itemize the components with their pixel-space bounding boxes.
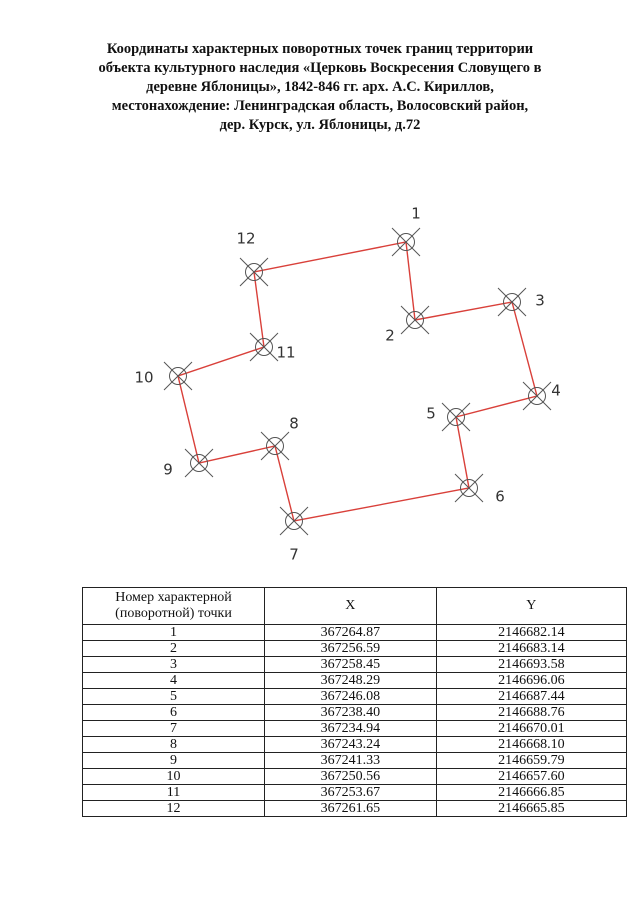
cell-x: 367253.67: [265, 785, 437, 801]
table-header-row: [83, 588, 627, 625]
cell-x: 367256.59: [265, 641, 437, 657]
cell-y: 2146693.58: [436, 657, 626, 673]
cell-point-number: 4: [83, 673, 265, 689]
point-marker: [164, 362, 192, 390]
point-label: 7: [289, 545, 299, 564]
cell-y: 2146657.60: [436, 769, 626, 785]
cell-point-number: 10: [83, 769, 265, 785]
cell-y: 2146696.06: [436, 673, 626, 689]
cell-point-number: 12: [83, 801, 265, 817]
table-row: [83, 657, 627, 673]
point-marker: [442, 403, 470, 431]
coordinates-table: [82, 587, 627, 817]
table-row: [83, 689, 627, 705]
cell-y: 2146665.85: [436, 801, 626, 817]
boundary-plan: [0, 190, 640, 570]
table-row: [83, 753, 627, 769]
cell-x: 367241.33: [265, 753, 437, 769]
header-x: X: [265, 588, 437, 625]
table-body: [83, 625, 627, 817]
cell-y: 2146683.14: [436, 641, 626, 657]
cell-point-number: 11: [83, 785, 265, 801]
point-marker: [401, 306, 429, 334]
table-row: [83, 641, 627, 657]
point-marker: [261, 432, 289, 460]
table-row: [83, 625, 627, 641]
point-label: 4: [551, 381, 561, 400]
table-row: [83, 721, 627, 737]
cell-point-number: 2: [83, 641, 265, 657]
title-line: дер. Курск, ул. Яблоницы, д.72: [219, 117, 421, 133]
point-label: 9: [163, 460, 173, 479]
point-label: 1: [411, 204, 421, 223]
cell-point-number: 3: [83, 657, 265, 673]
point-label: 11: [276, 343, 296, 362]
point-label: 3: [535, 291, 545, 310]
cell-y: 2146682.14: [436, 625, 626, 641]
table-row: [83, 705, 627, 721]
cell-y: 2146688.76: [436, 705, 626, 721]
cell-y: 2146668.10: [436, 737, 626, 753]
point-marker: [185, 449, 213, 477]
cell-y: 2146666.85: [436, 785, 626, 801]
cell-point-number: 1: [83, 625, 265, 641]
header-point-line2: (поворотной) точки: [115, 606, 232, 621]
table-row: [83, 785, 627, 801]
point-label: 2: [385, 326, 395, 345]
table-row: [83, 673, 627, 689]
cell-x: 367238.40: [265, 705, 437, 721]
cell-point-number: 8: [83, 737, 265, 753]
point-label: 6: [495, 487, 505, 506]
cell-y: 2146670.01: [436, 721, 626, 737]
cell-x: 367248.29: [265, 673, 437, 689]
boundary-polygon: [178, 242, 537, 521]
point-label: 5: [426, 404, 436, 423]
cell-x: 367258.45: [265, 657, 437, 673]
point-marker: [392, 228, 420, 256]
title-line: объекта культурного наследия «Церковь Воскресения Словущего в: [98, 60, 542, 76]
cell-point-number: 5: [83, 689, 265, 705]
point-marker: [523, 382, 551, 410]
cell-x: 367261.65: [265, 801, 437, 817]
cell-x: 367250.56: [265, 769, 437, 785]
point-label: 12: [236, 229, 256, 248]
table-row: [83, 801, 627, 817]
header-y: Y: [436, 588, 626, 625]
title-line: местонахождение: Ленинградская область, Волосовский район,: [111, 98, 529, 114]
title-line: Координаты характерных поворотных точек границ территории: [106, 41, 534, 57]
cell-y: 2146687.44: [436, 689, 626, 705]
point-markers: [164, 228, 551, 535]
point-labels: [134, 205, 560, 564]
point-marker: [455, 474, 483, 502]
cell-point-number: 7: [83, 721, 265, 737]
point-label: 8: [289, 414, 299, 433]
point-marker: [280, 507, 308, 535]
point-marker: [250, 333, 278, 361]
cell-point-number: 6: [83, 705, 265, 721]
point-marker: [240, 258, 268, 286]
title-line: деревне Яблоницы», 1842-846 гг. арх. А.С. Кириллов,: [146, 79, 494, 95]
cell-x: 367243.24: [265, 737, 437, 753]
cell-y: 2146659.79: [436, 753, 626, 769]
cell-x: 367234.94: [265, 721, 437, 737]
cell-x: 367246.08: [265, 689, 437, 705]
point-marker: [498, 288, 526, 316]
header-point-number: [83, 588, 265, 625]
cell-point-number: 9: [83, 753, 265, 769]
point-label: 10: [134, 368, 154, 387]
table-row: [83, 769, 627, 785]
header-point-line1: Номер характерной: [115, 590, 232, 605]
cell-x: 367264.87: [265, 625, 437, 641]
document-title: [70, 40, 570, 135]
table-row: [83, 737, 627, 753]
